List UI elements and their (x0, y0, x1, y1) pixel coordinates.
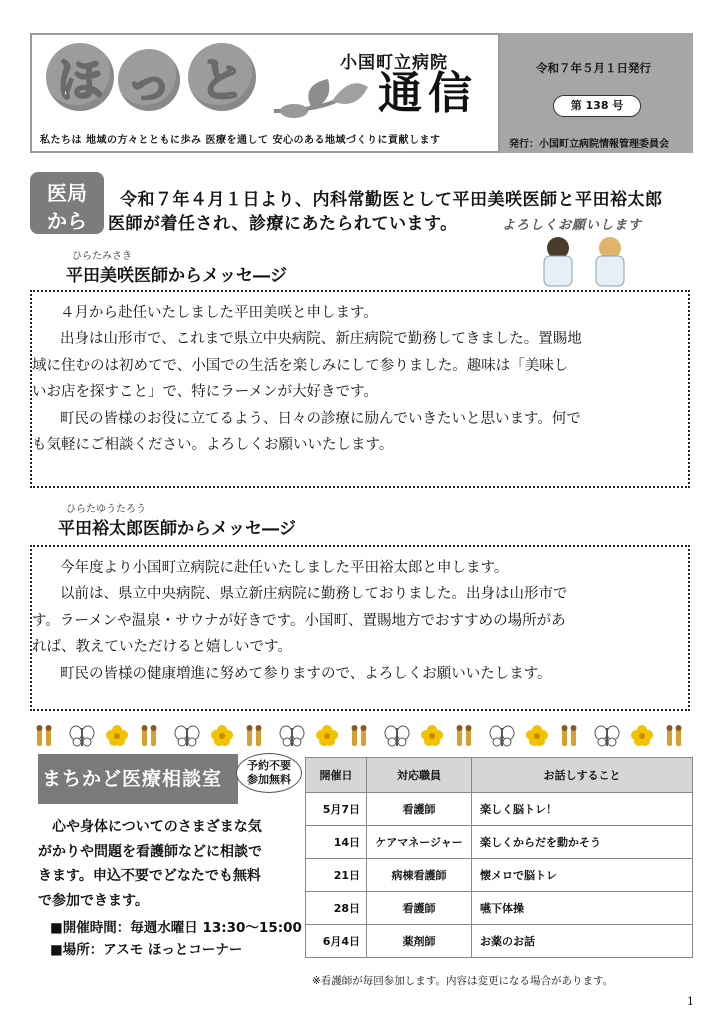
header-date: 開催日 (306, 758, 367, 793)
consultation-line: 心や身体についてのさまざまな気 (52, 819, 262, 835)
tagline: 私たちは 地域の方々とともに歩み 医療を通して 安心のある地域づくりに貢献します (40, 135, 441, 146)
publisher: 発行：小国町立病院情報管理委員会 (509, 139, 669, 150)
schedule-header-row (306, 758, 693, 793)
flower-icon (524, 724, 550, 755)
leaf-logo-icon (272, 71, 370, 121)
row-topic: 楽しくからだを動かそう (472, 826, 693, 859)
row-topic: 嚥下体操 (472, 892, 693, 925)
logo-char-tsu: っ (118, 49, 180, 111)
row-topic: 懐メロで脳トレ (472, 859, 693, 892)
row-topic: 楽しく脳トレ！ (472, 793, 693, 826)
message2-line: 今年度より小国町立病院に赴任いたしました平田裕太郎と申します。 (60, 560, 509, 576)
table-row (306, 892, 693, 925)
schedule-table (305, 757, 693, 958)
newsletter-title: 通信 (378, 68, 478, 119)
consultation-time: ■開催時間：毎週水曜日 13:30～15:00 (50, 920, 302, 936)
consultation-line: で参加できます。 (38, 892, 149, 909)
pencils-icon (244, 724, 266, 755)
message2-line: 以前は、県立中央病院、県立新庄病院に勤務しておりました。出身は山形市で (60, 586, 568, 603)
table-row (306, 925, 693, 958)
message2-box (30, 545, 690, 711)
message1-box (30, 290, 690, 488)
message1-line: 域に住むのは初めてで、小国での生活を楽しみにして参りました。趣味は「美味し (32, 357, 569, 374)
announcement-line2: 医師が着任され、診療にあたられています。 (108, 214, 458, 234)
message2-body (32, 555, 686, 687)
flower-icon (209, 724, 235, 755)
table-row (306, 859, 693, 892)
flower-icon (104, 724, 130, 755)
doctors-bowing-illustration (530, 232, 638, 288)
row-staff: 看護師 (367, 793, 472, 826)
row-date: 28日 (306, 892, 367, 925)
consultation-title: まちかど医療相談室 (42, 768, 223, 790)
message2-line: れば、教えていただけると嬉しいです。 (32, 639, 292, 656)
pencils-icon (139, 724, 161, 755)
message1-ruby: ひらたみさき (72, 251, 132, 262)
schedule-footnote: ※看護師が毎回参加します。内容は変更になる場合があります。 (312, 975, 614, 987)
row-staff: 病棟看護師 (367, 859, 472, 892)
message2-title: 平田裕太郎医師からメッセ―ジ (58, 519, 296, 539)
consultation-description (38, 815, 298, 913)
row-topic: お薬のお話 (472, 925, 693, 958)
message1-line: 出身は山形市で、これまで県立中央病院、新庄病院で勤務してきました。置賜地 (60, 331, 582, 348)
page-number: 1 (687, 995, 694, 1008)
message1-line: ４月から赴任いたしました平田美咲と申します。 (60, 305, 378, 321)
message1-title: 平田美咲医師からメッセ―ジ (66, 266, 287, 286)
row-staff: ケアマネージャー (367, 826, 472, 859)
bubble-line1: 予約不要 (247, 759, 291, 772)
message2-line: 町民の皆様の健康増進に努めて参りますので、よろしくお願いいたします。 (60, 665, 552, 682)
logo-char-ho: ほ (46, 43, 114, 111)
consultation-line: きます。申込不要でどなたでも無料 (38, 868, 261, 884)
row-date: 6月4日 (306, 925, 367, 958)
message1-line: いお店を探すこと」で、特にラーメンが大好きです。 (32, 384, 378, 401)
table-row (306, 793, 693, 826)
issue-date: 令和７年５月１日発行 (536, 61, 651, 75)
consultation-place: ■場所：アスモ ほっとコーナー (50, 942, 243, 958)
message1-line: も気軽にご相談ください。よろしくお願いいたします。 (32, 437, 394, 454)
butterfly-icon (174, 724, 200, 753)
bureau-label-line1: 医局 (47, 181, 87, 205)
free-no-reservation-bubble (236, 753, 302, 793)
message2-line: す。ラーメンや温泉・サウナが好きです。小国町、置賜地方でおすすめの場所があ (32, 612, 566, 629)
butterfly-icon (69, 724, 95, 753)
message1-body (32, 300, 686, 458)
greeting-caption: よろしくお願いします (502, 218, 643, 233)
table-row (306, 826, 693, 859)
flower-icon (419, 724, 445, 755)
flower-icon (629, 724, 655, 755)
announcement-line1: 令和７年４月１日より、内科常勤医として平田美咲医師と平田裕太郎 (120, 190, 663, 210)
message1-line: 町民の皆様のお役に立てるよう、日々の診療に励んでいきたいと思います。何で (60, 410, 581, 427)
row-staff: 薬剤師 (367, 925, 472, 958)
pencils-icon (559, 724, 581, 755)
row-date: 21日 (306, 859, 367, 892)
row-date: 14日 (306, 826, 367, 859)
pencils-icon (664, 724, 686, 755)
logo-char-to: と (188, 43, 256, 111)
message2-ruby: ひらたゆうたろう (66, 504, 146, 515)
row-date: 5月7日 (306, 793, 367, 826)
bubble-line2: 参加無料 (247, 773, 291, 786)
butterfly-icon (594, 724, 620, 753)
pencils-icon (349, 724, 371, 755)
bureau-label-line2: から (47, 209, 87, 233)
pencils-icon (454, 724, 476, 755)
consultation-line: がかりや問題を看護師などに相談で (38, 843, 262, 860)
pencils-icon (34, 724, 56, 755)
header-topic: お話しすること (472, 758, 693, 793)
flower-icon (314, 724, 340, 755)
header-staff: 対応職員 (367, 758, 472, 793)
hospital-name: 小国町立病院 (340, 53, 448, 73)
butterfly-icon (489, 724, 515, 753)
butterfly-icon (279, 724, 305, 753)
butterfly-icon (384, 724, 410, 753)
row-staff: 看護師 (367, 892, 472, 925)
issue-number-badge: 第 138 号 (553, 95, 641, 117)
